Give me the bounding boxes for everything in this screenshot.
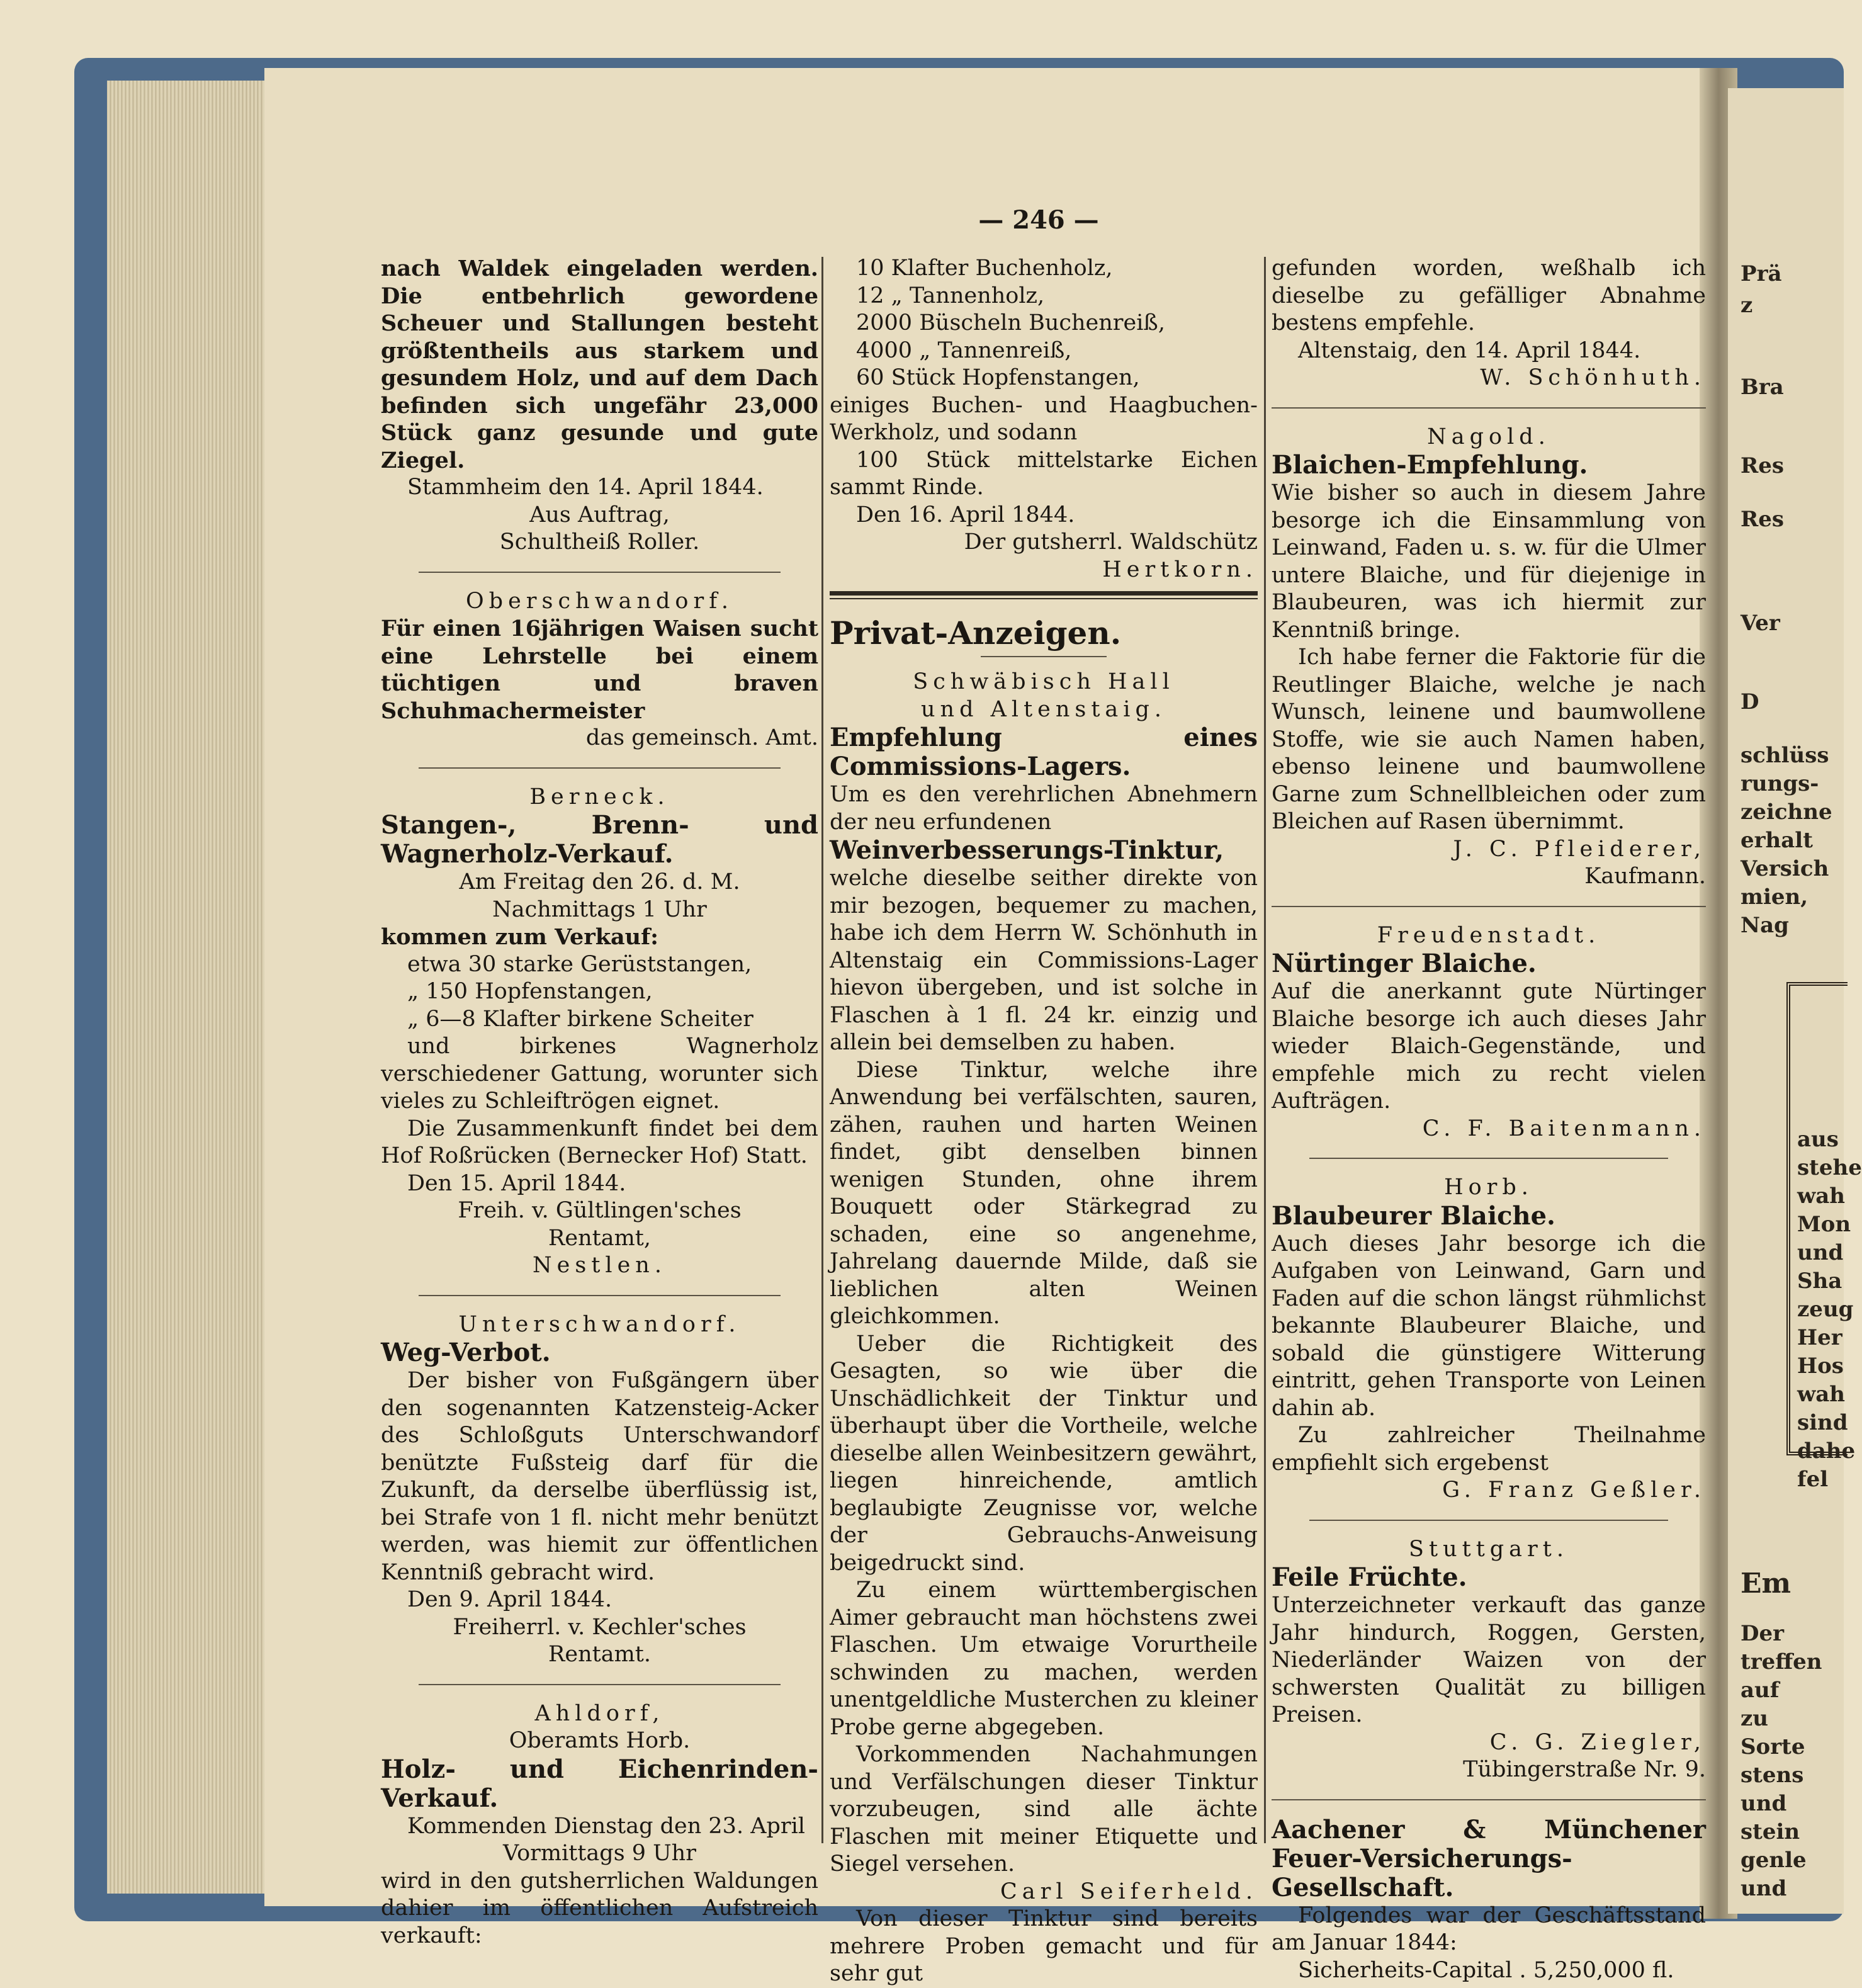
- fragment: genle: [1741, 1848, 1807, 1873]
- section-heading: Privat-Anzeigen.: [830, 614, 1122, 652]
- fragment: Sha: [1797, 1268, 1842, 1294]
- notice-signature: W. Schönhuth.: [1480, 365, 1706, 390]
- separator: [1272, 906, 1706, 907]
- place-name: Horb.: [1444, 1175, 1533, 1200]
- fragment: stein: [1741, 1819, 1800, 1844]
- notice-text: Diese Tinktur, welche ihre Anwendung bei verfälschten, sauren, zähen, rauhen und harten Weinen findet, gibt denselben binnen wenigen Stunden, ohne ihrem Bouquett oder Stärkegrad zu schaden, eine so angenehme, Jahrelang dauernde Milde, daß sie lieblichen alten Weinen gleichkommen.: [830, 1057, 1258, 1329]
- place-name: Berneck.: [529, 784, 670, 810]
- notice-text: gefunden worden, weßhalb ich dieselbe zu gefälliger Abnahme bestens empfehle.: [1272, 256, 1706, 336]
- fragment: rungs-: [1741, 771, 1819, 796]
- separator: [981, 656, 1107, 657]
- notice-heading: Holz- und Eichenrinden-Verkauf.: [381, 1754, 818, 1813]
- list-item: 100 Stück mittelstarke Eichen sammt Rinde.: [830, 447, 1258, 500]
- separator: [830, 598, 1258, 599]
- notice-line: Kommenden Dienstag den 23. April: [407, 1813, 805, 1839]
- separator: [419, 572, 781, 573]
- list-item: einiges Buchen- und Haagbuchen-Werkholz, und sodann: [830, 392, 1258, 445]
- place-subtitle: Oberamts Horb.: [509, 1728, 691, 1753]
- fragment: Res: [1741, 507, 1785, 532]
- list-item: 4000 „ Tannenreiß,: [856, 337, 1072, 363]
- notice-heading: Feile Früchte.: [1272, 1562, 1467, 1592]
- notice-date: Altenstaig, den 14. April 1844.: [1298, 337, 1641, 363]
- separator: [830, 591, 1258, 596]
- fragment: auf: [1741, 1678, 1780, 1703]
- notice-text: Der bisher von Fußgängern über den sogenannten Katzensteig-Acker des Schloßguts Unterschwandorf benützte Fußsteig darf für die Zukunft, da derselbe überflüssig ist, bei Strafe von 1 fl. nicht mehr benützt werden, was hiemit zur öffentlichen Kenntniß gebracht wird.: [381, 1368, 818, 1585]
- fragment: wah: [1797, 1382, 1846, 1407]
- fragment: wah: [1797, 1183, 1846, 1209]
- notice-heading: Stangen-, Brenn- und Wagnerholz-Verkauf.: [381, 810, 818, 869]
- notice-text: welche dieselbe seither direkte von mir bezogen, bequemer zu machen, habe ich dem Herrn W. Schönhuth in Altenstaig ein Commissions-Lager hievon übergeben, und ist solche in Flaschen à 1 fl. 24 kr. einzig und allein bei demselben zu haben.: [830, 866, 1258, 1055]
- separator: [419, 767, 781, 769]
- notice-text: Ich habe ferner die Faktorie für die Reutlinger Blaiche, welche je nach Wunsch, leinene und baumwollene Stoffe, wie sie auch Namen haben, ebenso leinene und baumwollene Garne zum Schnellbleichen oder zum Bleichen auf Rasen übernimmt.: [1272, 645, 1706, 834]
- fragment: Mon: [1797, 1212, 1851, 1237]
- notice-signature: J. C. Pfleiderer,: [1453, 836, 1706, 862]
- notice-signature: G. Franz Geßler.: [1442, 1477, 1706, 1503]
- fragment: stehe: [1797, 1155, 1862, 1180]
- separator: [419, 1295, 781, 1296]
- place-name: Unterschwandorf.: [458, 1311, 741, 1337]
- notice-line: kommen zum Verkauf:: [381, 924, 659, 950]
- place-name: Nagold.: [1427, 424, 1550, 449]
- place-name: Oberschwandorf.: [465, 588, 734, 614]
- place-name: Freudenstadt.: [1377, 922, 1601, 948]
- fragment: sind: [1797, 1410, 1848, 1435]
- fragment: Em: [1741, 1567, 1791, 1600]
- fragment: Der: [1741, 1621, 1785, 1646]
- notice-line: Nachmittags 1 Uhr: [492, 896, 707, 922]
- separator: [1272, 407, 1706, 409]
- notice-signature: Rentamt,: [548, 1225, 651, 1251]
- notice-signature: Der gutsherrl. Waldschütz: [964, 529, 1258, 555]
- fragment: Bra: [1741, 375, 1784, 400]
- fragment: und: [1797, 1240, 1844, 1265]
- fragment: treffen: [1741, 1649, 1822, 1675]
- notice-signature: Rentamt.: [548, 1642, 651, 1667]
- notice-signature: Tübingerstraße Nr. 9.: [1463, 1757, 1706, 1782]
- notice-text: wird in den gutsherrlichen Waldungen dahier im öffentlichen Aufstreich verkauft:: [381, 1868, 818, 1948]
- fragment: erhalt: [1741, 828, 1813, 853]
- fragment: fel: [1797, 1467, 1829, 1492]
- place-name: Stuttgart.: [1409, 1536, 1569, 1562]
- column-1: [381, 255, 818, 1950]
- notice-heading: Blaichen-Empfehlung.: [1272, 450, 1588, 480]
- notice-text: Wie bisher so auch in diesem Jahre besorge ich die Einsammlung von Leinwand, Faden u. s. w. für die Ulmer untere Blaiche, und für diejenige in Blaubeuren, was ich hiermit zur Kenntniß bringe.: [1272, 480, 1706, 643]
- notice-heading: Blaubeurer Blaiche.: [1272, 1200, 1555, 1231]
- list-item: 2000 Büscheln Buchenreiß,: [856, 310, 1165, 336]
- separator: [1272, 1799, 1706, 1800]
- fragment: schlüss: [1741, 743, 1829, 768]
- page-number: — 246 —: [978, 205, 1099, 235]
- fragment: dahe: [1797, 1438, 1856, 1464]
- notice-heading: Aachener & Münchener Feuer-Versicherungs-Gesellschaft.: [1272, 1814, 1706, 1902]
- notice-text: Unterzeichneter verkauft das ganze Jahr hindurch, Roggen, Gersten, Niederländer Waizen von der schwersten Qualität zu billigen Preisen.: [1272, 1593, 1706, 1727]
- fragment: zeug: [1797, 1297, 1854, 1322]
- advertisement-frame: [1786, 982, 1848, 1455]
- separator: [419, 1684, 781, 1685]
- list-item: 12 „ Tannenholz,: [856, 283, 1045, 308]
- notice-signature: C. F. Baitenmann.: [1422, 1115, 1706, 1141]
- notice-signature: Nestlen.: [533, 1253, 667, 1278]
- notice-date: Stammheim den 14. April 1844.: [407, 475, 764, 500]
- column-2: [830, 255, 1258, 1988]
- notice-text: Auch dieses Jahr besorge ich die Aufgaben von Leinwand, Garn und Faden auf die schon längst rühmlichst bekannte Blaubeurer Blaiche, und sobald die günstigere Witterung eintritt, gehen Transporte von Leinen dahin ab.: [1272, 1231, 1706, 1421]
- fragment: Prä: [1741, 261, 1782, 286]
- table-row: Sicherheits-Capital . 5,250,000 fl.: [1298, 1957, 1674, 1983]
- fragment: und: [1741, 1791, 1787, 1816]
- notice-text: Folgendes war der Geschäftsstand am Januar 1844:: [1272, 1902, 1706, 1955]
- notice-line: und birkenes Wagnerholz verschiedener Gattung, worunter sich vieles zu Schleiftrögen eignet.: [381, 1034, 818, 1114]
- fragment: stens: [1741, 1763, 1804, 1788]
- place-name: Schwäbisch Hall: [913, 669, 1175, 694]
- fragment: Hos: [1797, 1353, 1844, 1379]
- notice-signature: das gemeinsch. Amt.: [585, 725, 818, 750]
- column-3: [1272, 255, 1706, 1984]
- place-name: und Altenstaig.: [920, 696, 1167, 722]
- notice-heading: Weg-Verbot.: [381, 1338, 551, 1367]
- fragment: Versich: [1741, 856, 1829, 881]
- notice-signature: Kaufmann.: [1584, 864, 1706, 889]
- notice-signature: Freiherrl. v. Kechler'sches: [453, 1614, 747, 1640]
- notice-text: nach Waldek eingeladen werden. Die entbehrlich gewordene Scheuer und Stallungen besteht größtentheils aus starkem und gesundem Holz, und auf dem Dach befinden sich ungefähr 23,000 Stück ganz gesunde und gute Ziegel.: [381, 256, 818, 473]
- fragment: und: [1741, 1876, 1787, 1901]
- fragment: Sorte: [1741, 1734, 1805, 1759]
- notice-date: Den 9. April 1844.: [407, 1587, 612, 1612]
- fragment: Nag: [1741, 913, 1789, 938]
- separator: [1309, 1158, 1668, 1159]
- place-name: Ahldorf,: [534, 1700, 665, 1726]
- fragment: zu: [1741, 1706, 1769, 1731]
- column-rule: [1264, 257, 1266, 1843]
- notice-signature: Schultheiß Roller.: [499, 529, 700, 555]
- notice-text: Zu zahlreicher Theilnahme empfiehlt sich ergebenst: [1272, 1423, 1706, 1476]
- fragment: z: [1741, 293, 1753, 318]
- notice-signature: Freih. v. Gültlingen'sches: [458, 1198, 742, 1223]
- separator: [1309, 1520, 1668, 1521]
- page-edges: [107, 81, 268, 1894]
- notice-text: Vorkommenden Nachahmungen und Verfälschungen dieser Tinktur vorzubeugen, sind alle ächte Flaschen mit meiner Etiquette und Siegel versehen.: [830, 1742, 1258, 1877]
- notice-heading: Nürtinger Blaiche.: [1272, 949, 1537, 978]
- list-item: 60 Stück Hopfenstangen,: [856, 365, 1140, 390]
- notice-line: Am Freitag den 26. d. M.: [459, 869, 740, 895]
- fragment: Res: [1741, 453, 1785, 478]
- notice-line: Vormittags 9 Uhr: [503, 1841, 696, 1866]
- notice-line: Die Zusammenkunft findet bei dem Hof Roßrücken (Bernecker Hof) Statt.: [381, 1115, 818, 1168]
- fragment: Ver: [1741, 611, 1780, 636]
- notice-signature: C. G. Ziegler,: [1489, 1729, 1706, 1755]
- notice-heading: Empfehlung eines Commissions-Lagers.: [830, 723, 1258, 781]
- list-item: 10 Klafter Buchenholz,: [856, 256, 1113, 281]
- notice-signature: Hertkorn.: [1102, 556, 1258, 582]
- notice-date: Den 16. April 1844.: [856, 502, 1075, 528]
- notice-line: „ 150 Hopfenstangen,: [407, 979, 653, 1004]
- notice-line: „ 6—8 Klafter birkene Scheiter: [407, 1006, 753, 1032]
- notice-text: Ueber die Richtigkeit des Gesagten, so wie über die Unschädlichkeit der Tinktur und überhaupt über die Vortheile, welche dieselbe allen Weinbesitzern gewährt, liegen hinreichende, amtlich beglaubigte Zeugnisse vor, welche der Gebrauchs-Anweisung beigedruckt sind.: [830, 1331, 1258, 1576]
- notice-signature: Carl Seiferheld.: [1000, 1878, 1258, 1904]
- fragment: D: [1741, 689, 1759, 714]
- notice-line: etwa 30 starke Gerüststangen,: [407, 951, 752, 977]
- notice-text: Um es den verehrlichen Abnehmern der neu erfundenen: [830, 782, 1258, 835]
- notice-text: Von dieser Tinktur sind bereits mehrere Proben gemacht und für sehr gut: [830, 1906, 1258, 1986]
- fragment: zeichne: [1741, 799, 1832, 825]
- column-rule: [821, 257, 823, 1843]
- product-heading: Weinverbesserungs-Tinktur,: [830, 835, 1224, 865]
- notice-text: Für einen 16jährigen Waisen sucht eine Lehrstelle bei einem tüchtigen und braven Schuhmachermeister: [381, 616, 818, 724]
- fragment: Her: [1797, 1325, 1842, 1350]
- fragment: aus: [1797, 1127, 1839, 1152]
- notice-text: Auf die anerkannt gute Nürtinger Blaiche besorge ich auch dieses Jahr wieder Blaich-Gegenstände, und empfehle mich zu recht vielen Aufträgen.: [1272, 979, 1706, 1114]
- notice-date: Den 15. April 1844.: [407, 1170, 626, 1196]
- notice-text: Zu einem württembergischen Aimer gebraucht man höchstens zwei Flaschen. Um etwaige Vorurtheile schwinden zu machen, werden unentgeldliche Musterchen zu kleiner Probe gerne abgegeben.: [830, 1578, 1258, 1740]
- fragment: mien,: [1741, 884, 1808, 910]
- notice-signature: Aus Auftrag,: [529, 502, 670, 528]
